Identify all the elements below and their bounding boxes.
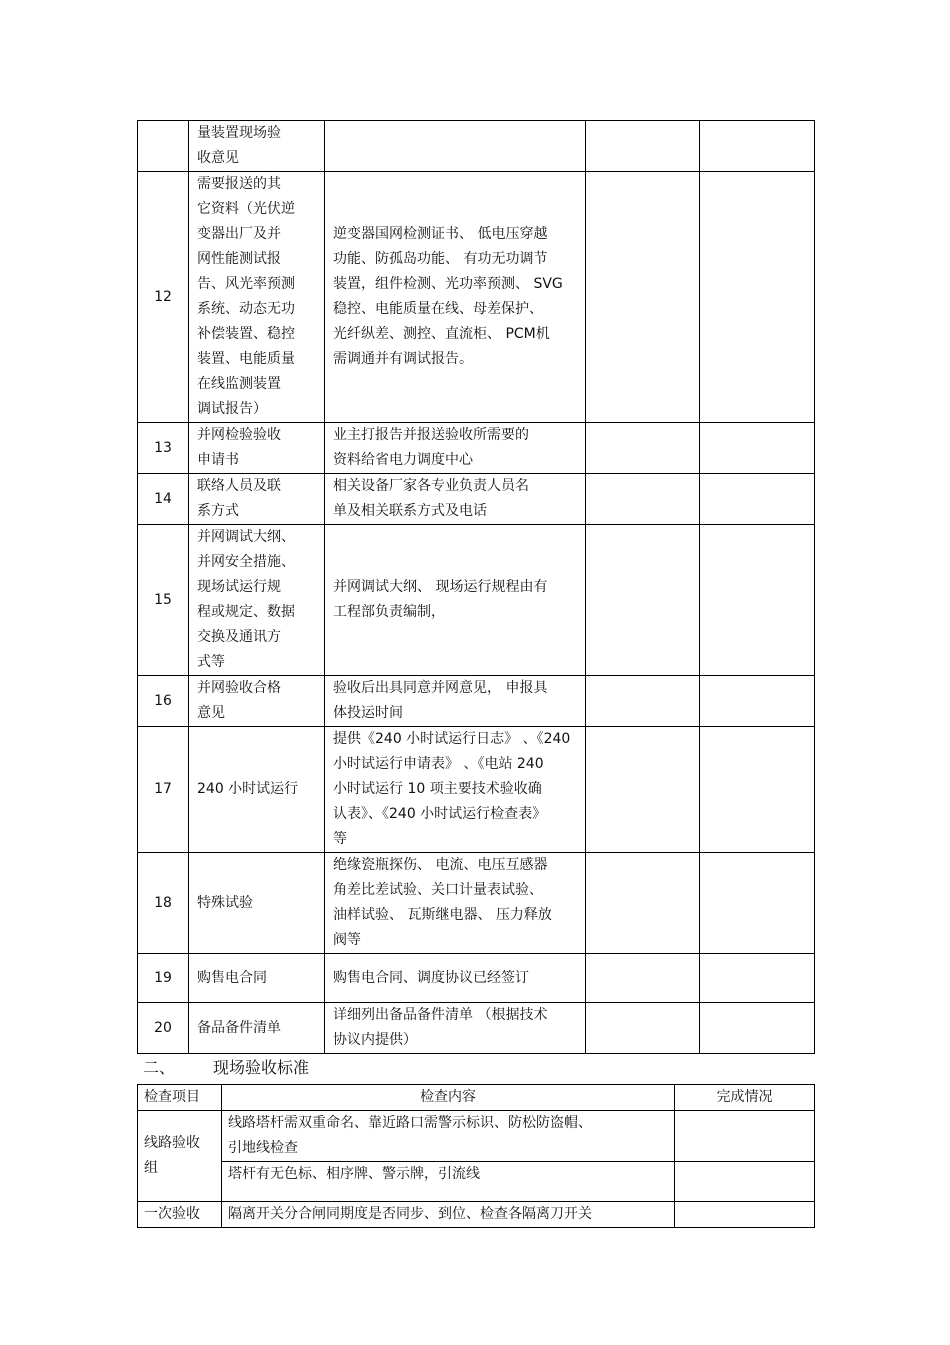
completion-cell [675,1111,815,1162]
blank-cell [700,474,815,525]
row-number: 14 [138,474,189,525]
blank-cell [586,954,700,1003]
blank-cell [586,172,700,423]
row-number: 18 [138,853,189,954]
blank-cell [700,172,815,423]
table-row [138,676,815,727]
table-row [138,121,815,172]
table-row [138,727,815,853]
blank-cell [586,423,700,474]
table-row [138,853,815,954]
content-cell: 并网调试大纲、 现场运行规程由有 工程部负责编制， [325,525,586,676]
blank-cell [700,1003,815,1054]
content-cell: 绝缘瓷瓶探伤、 电流、电压互感器 角差比差试验、关口计量表试验、 油样试验、 瓦斯继电器、 压力释放 阀等 [325,853,586,954]
table-row [138,954,815,1003]
header-completion: 完成情况 [675,1085,815,1111]
completion-cell [675,1202,815,1228]
blank-cell [700,727,815,853]
header-check-item: 检查项目 [138,1085,222,1111]
table-row [138,474,815,525]
check-content-cell: 线路塔杆需双重命名、靠近路口需警示标识、防松防盗帽、 引地线检查 [222,1111,675,1162]
blank-cell [700,853,815,954]
blank-cell [700,525,815,676]
blank-cell [700,121,815,172]
completion-cell [675,1162,815,1202]
item-name-cell: 购售电合同 [189,954,325,1003]
row-number: 13 [138,423,189,474]
item-name-cell: 并网调试大纲、 并网安全措施、 现场试运行规 程或规定、数据 交换及通讯方 式等 [189,525,325,676]
item-name-cell: 特殊试验 [189,853,325,954]
content-cell: 业主打报告并报送验收所需要的 资料给省电力调度中心 [325,423,586,474]
table-row [138,525,815,676]
acceptance-materials-table [137,120,815,1054]
content-cell: 逆变器国网检测证书、 低电压穿越 功能、防孤岛功能、 有功无功调节 装置，组件检测、光功率预测、 SVG 稳控、电能质量在线、母差保护、 光纤纵差、测控、直流柜、 PCM机 需调通并有调试报告。 [325,172,586,423]
content-cell: 相关设备厂家各专业负责人员名 单及相关联系方式及电话 [325,474,586,525]
item-name-cell: 240 小时试运行 [189,727,325,853]
row-number: 20 [138,1003,189,1054]
row-number: 17 [138,727,189,853]
content-cell: 提供《240 小时试运行日志》 、《240 小时试运行申请表》 、《电站 240 小时试运行 10 项主要技术验收确 认表》、《240 小时试运行检查表》 等 [325,727,586,853]
group-name-line-inspection: 线路验收 组 [138,1111,222,1202]
header-check-content: 检查内容 [222,1085,675,1111]
group-name-primary-inspection: 一次验收 [138,1202,222,1228]
blank-cell [586,474,700,525]
table-row [138,1111,815,1162]
content-cell [325,121,586,172]
row-number: 12 [138,172,189,423]
item-name-cell: 量装置现场验 收意见 [189,121,325,172]
blank-cell [586,121,700,172]
section-number: 二、 [143,1058,176,1077]
blank-cell [586,727,700,853]
item-name-cell: 并网检验验收 申请书 [189,423,325,474]
item-name-cell: 并网验收合格 意见 [189,676,325,727]
section-title: 现场验收标准 [213,1058,310,1077]
row-number: 15 [138,525,189,676]
blank-cell [586,853,700,954]
blank-cell [700,954,815,1003]
row-number: 19 [138,954,189,1003]
check-content-cell: 隔离开关分合闸同期度是否同步、到位、检查各隔离刀开关 [222,1202,675,1228]
blank-cell [586,525,700,676]
check-content-cell: 塔杆有无色标、相序牌、警示牌，引流线 [222,1162,675,1202]
content-cell: 详细列出备品备件清单 （根据技术 协议内提供） [325,1003,586,1054]
table-row [138,423,815,474]
item-name-cell: 联络人员及联 系方式 [189,474,325,525]
onsite-acceptance-standard-table [137,1084,815,1228]
table-row [138,1003,815,1054]
blank-cell [586,676,700,727]
content-cell: 验收后出具同意并网意见， 申报具 体投运时间 [325,676,586,727]
blank-cell [700,423,815,474]
blank-cell [700,676,815,727]
row-number [138,121,189,172]
table-row [138,172,815,423]
blank-cell [586,1003,700,1054]
table-row [138,1202,815,1228]
content-cell: 购售电合同、调度协议已经签订 [325,954,586,1003]
item-name-cell: 需要报送的其 它资料（光伏逆 变器出厂及并 网性能测试报 告、风光率预测 系统、动态无功 补偿装置、稳控 装置、电能质量 在线监测装置 调试报告） [189,172,325,423]
table-header-row [138,1085,815,1111]
item-name-cell: 备品备件清单 [189,1003,325,1054]
table-row [138,1162,815,1202]
row-number: 16 [138,676,189,727]
section-heading [143,1056,309,1080]
